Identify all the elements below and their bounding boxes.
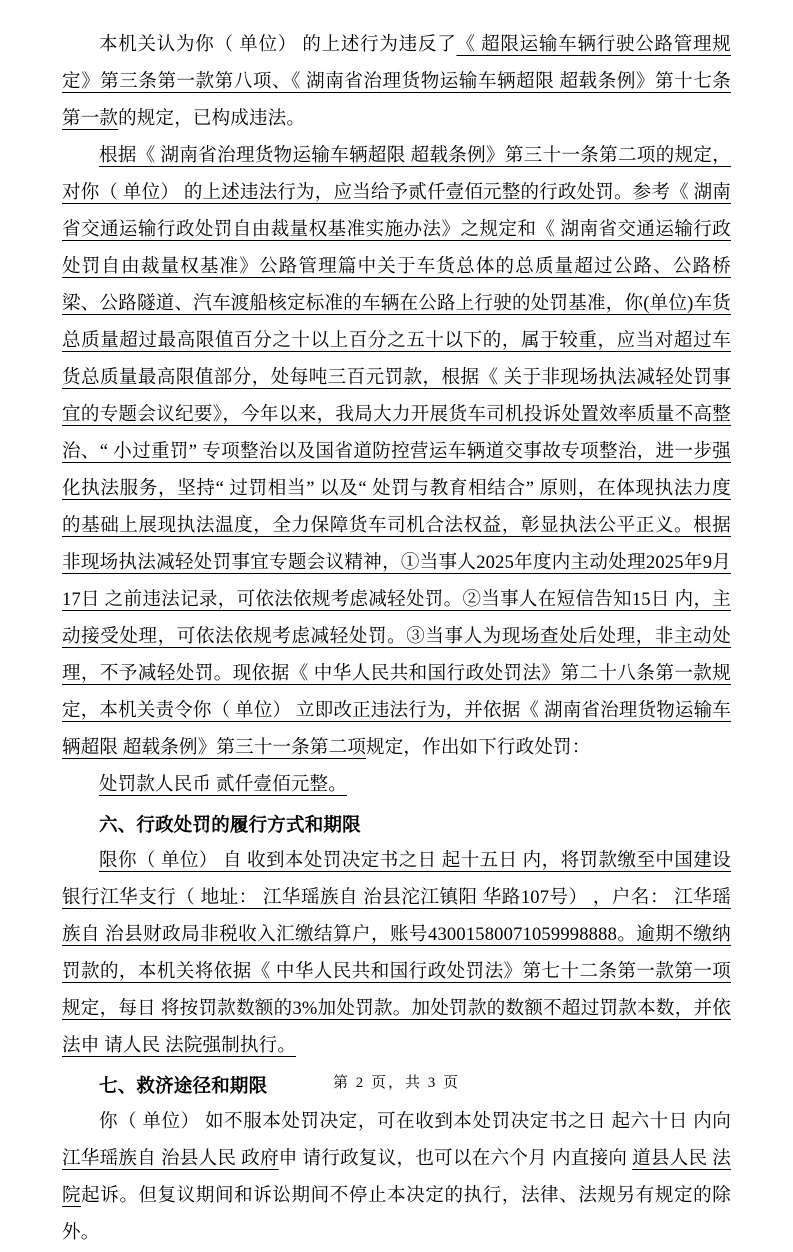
plain-text: 申 请行政复议，也可以在六个月 内直接向 (278, 1149, 633, 1169)
paragraph (62, 138, 731, 767)
section-heading: 六、行政处罚的履行方式和期限 (99, 814, 361, 835)
paragraph (62, 767, 731, 804)
plain-text: 的规定，已构成违法。 (118, 109, 306, 129)
underlined-text: 处罚款人民币 贰仟壹佰元整。 (99, 775, 347, 795)
page-number: 第 2 页，共 3 页 (332, 1075, 460, 1091)
underlined-text: 限你（ 单位） 自 收到本处罚决定书之日 起十五日 内，将罚款缴至中国建设银行江华支行（ 地址： 江华瑶族自 治县沱江镇阳 华路107号） ，户名： 江华瑶族自 治县财政局非税收入汇缴结算户，账号43001580071059998888。逾期不缴纳罚款的，本机关将依据《 中华人民共和国行政处罚法》第七十二条第一款第一项规定，每日 将按罚款数额的3%加处罚款。加处罚款的数额不超过罚款本数，并依法申 请人民 法院强制执行。 (62, 851, 731, 1056)
paragraph (62, 1104, 731, 1252)
underlined-text: 江华瑶族自 治县人民 政府 (62, 1149, 279, 1169)
underlined-text: 道县人民 法院 (62, 1149, 731, 1206)
paragraph (62, 843, 731, 1065)
plain-text: 规定，作出如下行政处罚： (366, 738, 591, 758)
paragraph (62, 27, 731, 138)
underlined-text: 根据《 湖南省治理货物运输车辆超限 超载条例》第三十一条第二项的规定，对你（ 单位） 的上述违法行为，应当给予贰仟壹佰元整的行政处罚。参考《 湖南省交通运输行政处罚自由裁量权基准实施办法》之规定和《 湖南省交通运输行政处罚自由裁量权基准》公路管理篇中关于车货总体的总质量超过公路、公路桥梁、公路隧道、汽车渡船核定标准的车辆在公路上行驶的处罚基准，你(单位)车货总质量超过最高限值百分之十以上百分之五十以下的，属于较重，应当对超过车货总质量最高限值部分，处每吨三百元罚款，根据《 关于非现场执法减轻处罚事宜的专题会议纪要》，今年以来，我局大力开展货车司机投诉处置效率质量不高整治、“ 小过重罚” 专项整治以及国省道防控营运车辆道交事故专项整治，进一步强化执法服务，坚持“ 过罚相当” 以及“ 处罚与教育相结合” 原则，在体现执法力度的基础上展现执法温度，全力保障货车司机合法权益，彰显执法公平正义。根据非现场执法减轻处罚事宜专题会议精神，①当事人2025年度内主动处理2025年9月17日 之前违法记录，可依法依规考虑减轻处罚。②当事人在短信告知15日 内，主动接受处理，可依法依规考虑减轻处罚。③当事人为现场查处后处理，非主动处理，不予减轻处罚。现依据《 中华人民共和国行政处罚法》第二十八条第一款规定，本机关责令你（ 单位） 立即改正违法行为，并依据《 湖南省治理货物运输车辆超限 超载条例》第三十一条第二项 (62, 146, 731, 758)
section-heading: 七、救济途径和期限 (99, 1075, 268, 1096)
plain-text: 起诉。但复议期间和诉讼期间不停止本决定的执行，法律、法规另有规定的除外。 (62, 1186, 732, 1243)
underlined-text: 《 超限运输车辆行驶公路管理规定》第三条第一款第八项、《 湖南省治理货物运输车辆超限 超载条例》第十七条第一款 (62, 35, 731, 129)
plain-text: 你（ 单位） 如不服本处罚决定，可在收到本处罚决定书之日 起六十日 内向 (99, 1112, 731, 1132)
plain-text: 本机关认为你（ 单位） 的上述行为违反了 (99, 35, 457, 55)
document-body (62, 27, 731, 1252)
